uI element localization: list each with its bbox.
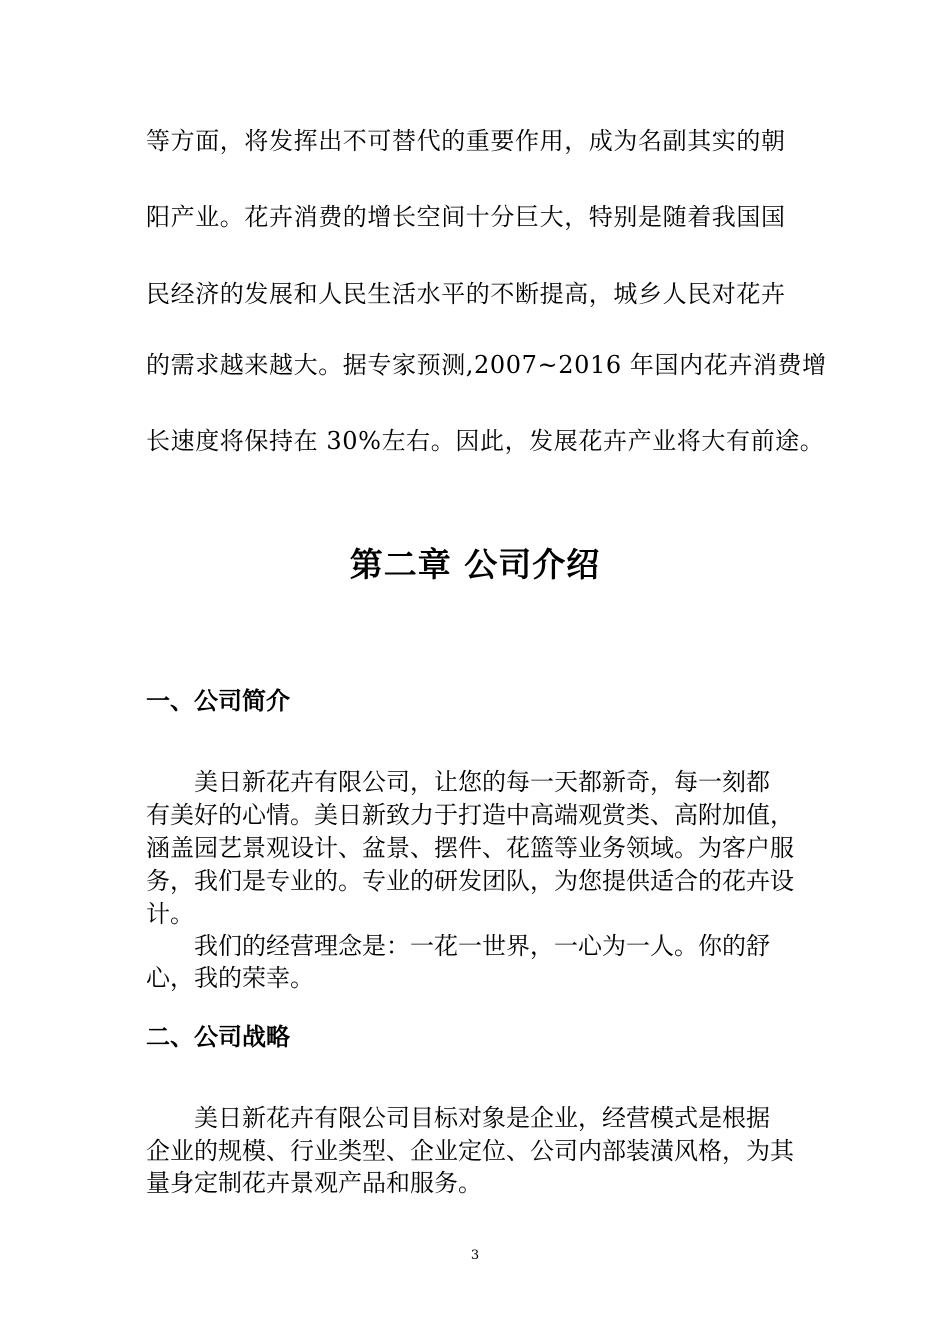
company-strategy-line: 美日新花卉有限公司目标对象是企业，经营模式是根据 bbox=[194, 1104, 770, 1132]
intro-paragraph-line: 长速度将保持在 30%左右。因此，发展花卉产业将大有前途。 bbox=[146, 427, 825, 455]
section-heading-company-profile: 一、公司简介 bbox=[146, 687, 290, 715]
page-number: 3 bbox=[470, 1248, 480, 1263]
intro-paragraph-line: 民经济的发展和人民生活水平的不断提高，城乡人民对花卉 bbox=[146, 280, 786, 308]
company-profile-line: 计。 bbox=[146, 900, 194, 928]
section-heading-company-strategy: 二、公司战略 bbox=[146, 1023, 290, 1051]
company-profile-line: 心，我的荣幸。 bbox=[146, 964, 314, 992]
intro-paragraph-line: 等方面，将发挥出不可替代的重要作用，成为名副其实的朝 bbox=[146, 127, 786, 155]
company-profile-line: 美日新花卉有限公司，让您的每一天都新奇，每一刻都 bbox=[194, 768, 770, 796]
intro-paragraph-line: 阳产业。花卉消费的增长空间十分巨大，特别是随着我国国 bbox=[146, 203, 786, 231]
company-profile-line: 务，我们是专业的。专业的研发团队，为您提供适合的花卉设 bbox=[146, 867, 794, 895]
company-strategy-line: 企业的规模、行业类型、企业定位、公司内部装潢风格，为其 bbox=[146, 1137, 794, 1165]
company-profile-line: 有美好的心情。美日新致力于打造中高端观赏类、高附加值， bbox=[146, 801, 794, 829]
chapter-title: 第二章 公司介绍 bbox=[349, 545, 601, 584]
intro-paragraph-line: 的需求越来越大。据专家预测,2007~2016 年国内花卉消费增 bbox=[146, 351, 827, 379]
company-profile-line: 我们的经营理念是：一花一世界，一心为一人。你的舒 bbox=[194, 932, 770, 960]
company-profile-line: 涵盖园艺景观设计、盆景、摆件、花篮等业务领域。为客户服 bbox=[146, 834, 794, 862]
company-strategy-line: 量身定制花卉景观产品和服务。 bbox=[146, 1169, 482, 1197]
